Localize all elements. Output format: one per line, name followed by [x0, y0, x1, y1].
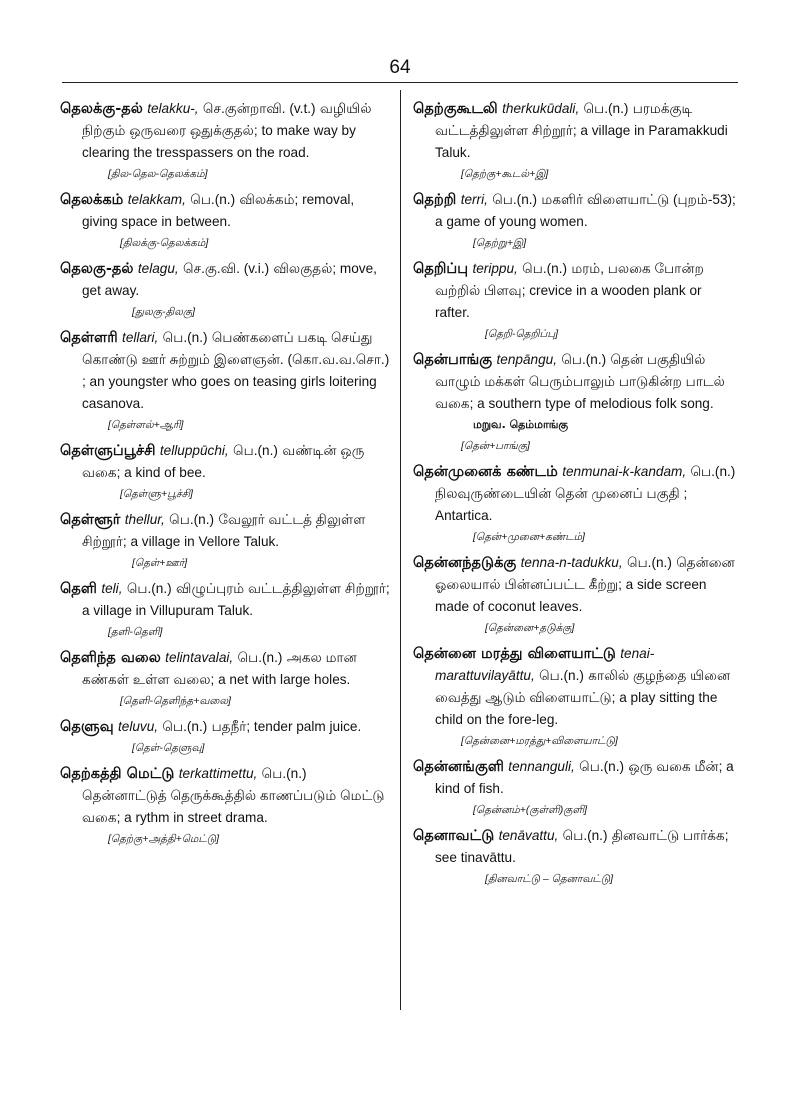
grammar-tag: பெ.(n.): [233, 443, 278, 458]
dictionary-entry: [413, 258, 740, 341]
grammar-tag: பெ.(n.): [492, 192, 538, 207]
dictionary-entry: [60, 716, 390, 755]
transliteration: terkattimettu,: [178, 766, 258, 781]
transliteration: teli,: [101, 581, 123, 596]
dictionary-entry: [413, 825, 740, 886]
etymology: [தெள்-தெளுவு]: [132, 742, 205, 754]
grammar-tag: பெ.(n.): [690, 464, 736, 479]
dictionary-entry: [413, 643, 740, 748]
headword: தெறிப்பு: [413, 260, 469, 277]
transliteration: telintavalai,: [165, 650, 234, 665]
grammar-tag: பெ.(n.): [579, 759, 625, 774]
gloss: நிலவுருண்டையின் தென் முனைப் பகுதி ; Antartica.: [435, 486, 688, 523]
headword: தென்னங்குளி: [413, 758, 504, 775]
gloss: வண்டின் ஒரு வகை; a kind of bee.: [82, 443, 365, 480]
entry-body: [413, 756, 740, 800]
headword: தெள்ளரி: [60, 329, 118, 346]
headword: தென்னந்தடுக்கு: [413, 554, 517, 571]
grammar-tag: பெ.(n.): [561, 352, 607, 367]
dictionary-entry: [60, 578, 390, 639]
grammar-tag: செ.கு.வி. (v.i.): [183, 261, 270, 276]
dictionary-entry: [413, 98, 740, 181]
gloss: தென்னாட்டுத் தெருக்கூத்தில் காணப்படும் மெட்டு வகை; a rythm in street drama.: [82, 788, 385, 825]
grammar-tag: செ.குன்றாவி. (v.t.): [202, 101, 316, 116]
dictionary-entry: [60, 509, 390, 570]
dictionary-entry: [413, 461, 740, 544]
entry-body: [60, 258, 390, 302]
gloss: விலகுதல்; move, get away.: [82, 261, 377, 298]
transliteration: terri,: [460, 192, 488, 207]
etymology: [தில-தெல-தெலக்கம்]: [108, 168, 208, 180]
entry-body: [60, 716, 390, 738]
grammar-tag: பெ.(n.): [162, 719, 208, 734]
gloss: பதநீர்; tender palm juice.: [211, 719, 362, 734]
gloss: விலக்கம்; removal, giving space in between.: [82, 192, 355, 229]
dictionary-entry: [60, 647, 390, 708]
transliteration: tenāvattu,: [498, 828, 559, 843]
transliteration: therkukūdali,: [502, 101, 580, 116]
dictionary-entry: [60, 327, 390, 432]
etymology: [தென்னம்+(குள்ளி)குளி]: [473, 804, 588, 816]
synonym-note: மறுவ. தெம்மாங்கு: [473, 418, 569, 431]
grammar-tag: பெ.(n.): [583, 101, 629, 116]
entry-body: [60, 578, 390, 622]
transliteration: telakku-,: [147, 101, 199, 116]
transliteration: tellari,: [122, 330, 159, 345]
headword: தெலக்கு-தல்: [60, 100, 143, 117]
gloss: பரமக்குடி வட்டத்திலுள்ள சிற்றூர்; a village in Paramakkudi Taluk.: [435, 101, 728, 160]
dictionary-entry: [413, 552, 740, 635]
gloss: அகல மான கண்கள் உள்ள வலை; a net with large holes.: [82, 650, 357, 687]
transliteration: terippu,: [472, 261, 518, 276]
headword: தென்முனைக் கண்டம்: [413, 463, 558, 480]
entry-body: [60, 327, 390, 415]
etymology: [தென்னை+தடுக்கு]: [485, 622, 575, 634]
entry-body: [413, 825, 740, 869]
entry-body: [60, 440, 390, 484]
dictionary-entry: [60, 258, 390, 319]
dictionary-entry: [60, 763, 390, 846]
column-divider: [400, 90, 401, 1010]
transliteration: telluppūchi,: [159, 443, 229, 458]
gloss: வேலூர் வட்டத் திலுள்ள சிற்றூர்; a village in Vellore Taluk.: [82, 512, 366, 549]
transliteration: tenna-n-tadukku,: [520, 555, 623, 570]
headword: தெற்றி: [413, 191, 457, 208]
gloss: பெண்களைப் பகடி செய்து கொண்டு ஊர் சுற்றும் இளைஞன். (கொ.வ.வ.சொ.) ; an youngster who goes on teasing girls loitering casanova.: [82, 330, 390, 411]
entry-body: [413, 258, 740, 324]
etymology: [தெளி-தெளிந்த+வலை]: [120, 695, 231, 707]
etymology: [தெள்+ஊர்]: [132, 557, 188, 569]
headword: தெளி: [60, 580, 97, 597]
gloss: வழியில் நிற்கும் ஒருவரை ஒதுக்குதல்; to make way by clearing the tresspassers on the road.: [82, 101, 372, 160]
headword: தெளிந்த வலை: [60, 649, 161, 666]
entry-body: [60, 647, 390, 691]
headword: தெலக்கம்: [60, 191, 124, 208]
grammar-tag: பெ.(n.): [190, 192, 236, 207]
dictionary-entry: [413, 189, 740, 250]
etymology: [தென்+முனை+கண்டம்]: [473, 531, 585, 543]
entry-body: [413, 98, 740, 164]
gloss: விழுப்புரம் வட்டத்திலுள்ள சிற்றூர்; a village in Villupuram Taluk.: [82, 581, 390, 618]
headword: தெற்கத்தி மெட்டு: [60, 765, 175, 782]
entry-body: [413, 461, 740, 527]
transliteration: tennanguli,: [508, 759, 575, 774]
etymology: [தெள்ளல்+ஆரி]: [108, 419, 184, 431]
gloss: காலில் குழந்தை யினை வைத்து ஆடும் விளையாட்டு; a play sitting the child on the fore-leg.: [435, 668, 731, 727]
dictionary-entry: [60, 98, 390, 181]
grammar-tag: பெ.(n.): [562, 828, 608, 843]
dictionary-entry: [60, 440, 390, 501]
etymology: [தெற்கு+கூடல்+இ]: [461, 168, 549, 180]
etymology: [தளி-தெளி]: [108, 626, 163, 638]
transliteration: teluvu,: [118, 719, 159, 734]
grammar-tag: பெ.(n.): [522, 261, 568, 276]
headword: தெளுவு: [60, 718, 114, 735]
etymology: [தென்னை+மரத்து+விளையாட்டு]: [461, 735, 618, 747]
header-rule: [62, 82, 738, 83]
gloss: மரம், பலகை போன்ற வற்றில் பிளவு; crevice in a wooden plank or rafter.: [435, 261, 704, 320]
gloss: தினவாட்டு பார்க்க; see tinavāttu.: [435, 828, 729, 865]
entry-body: [60, 763, 390, 829]
headword: தெற்குகூடலி: [413, 100, 498, 117]
etymology: [திலக்கு-தெலக்கம்]: [120, 237, 209, 249]
entry-body: [60, 509, 390, 553]
left-column: [60, 98, 390, 854]
transliteration: tenai-marattuvilayāttu,: [435, 646, 655, 683]
etymology: [துலகு-திலகு]: [132, 306, 196, 318]
grammar-tag: பெ.(n.): [626, 555, 672, 570]
transliteration: tenmunai-k-kandam,: [562, 464, 687, 479]
grammar-tag: பெ.(n.): [126, 581, 172, 596]
headword: தென்னை மரத்து விளையாட்டு: [413, 645, 616, 662]
entry-body: [413, 643, 740, 731]
transliteration: tenpāngu,: [496, 352, 557, 367]
headword: தெள்ளூர்: [60, 511, 121, 528]
entry-body: [413, 552, 740, 618]
etymology: [தெறி-தெறிப்பு]: [485, 328, 559, 340]
etymology: [தென்+பாங்கு]: [461, 440, 530, 452]
grammar-tag: பெ.(n.): [237, 650, 283, 665]
transliteration: thellur,: [124, 512, 165, 527]
grammar-tag: பெ.(n.): [261, 766, 307, 781]
transliteration: telagu,: [137, 261, 179, 276]
headword: தெலகு-தல்: [60, 260, 134, 277]
right-column: [413, 98, 740, 894]
etymology: [தெற்று+இ]: [473, 237, 527, 249]
etymology: [தெள்ளு+பூச்சி]: [120, 488, 193, 500]
dictionary-entry: [413, 349, 740, 453]
page-number: 64: [389, 57, 411, 78]
entry-body: [60, 189, 390, 233]
headword: தெள்ளுப்பூச்சி: [60, 442, 156, 459]
grammar-tag: பெ.(n.): [539, 668, 584, 683]
entry-body: [60, 98, 390, 164]
gloss: ஒரு வகை மீன்; a kind of fish.: [435, 759, 734, 796]
etymology: [தெற்கு+அத்தி+மெட்டு]: [108, 833, 219, 845]
gloss: தென்னை ஓலையால் பின்னப்பட்ட கீற்று; a side screen made of coconut leaves.: [435, 555, 735, 614]
transliteration: telakkam,: [127, 192, 186, 207]
grammar-tag: பெ.(n.): [169, 512, 215, 527]
dictionary-entry: [413, 756, 740, 817]
entry-body: [413, 349, 740, 415]
entry-body: [413, 189, 740, 233]
dictionary-entry: [60, 189, 390, 250]
headword: தென்பாங்கு: [413, 351, 493, 368]
grammar-tag: பெ.(n.): [162, 330, 208, 345]
gloss: தென் பகுதியில் வாழும் மக்கள் பெரும்பாலும் பாடுகின்ற பாடல் வகை; a southern type of melodious folk song.: [435, 352, 725, 411]
etymology: [தினவாட்டு – தெனாவட்டு]: [485, 873, 614, 885]
headword: தெனாவட்டு: [413, 827, 495, 844]
gloss: மகளிர் விளையாட்டு (புறம்-53); a game of young women.: [435, 192, 736, 229]
